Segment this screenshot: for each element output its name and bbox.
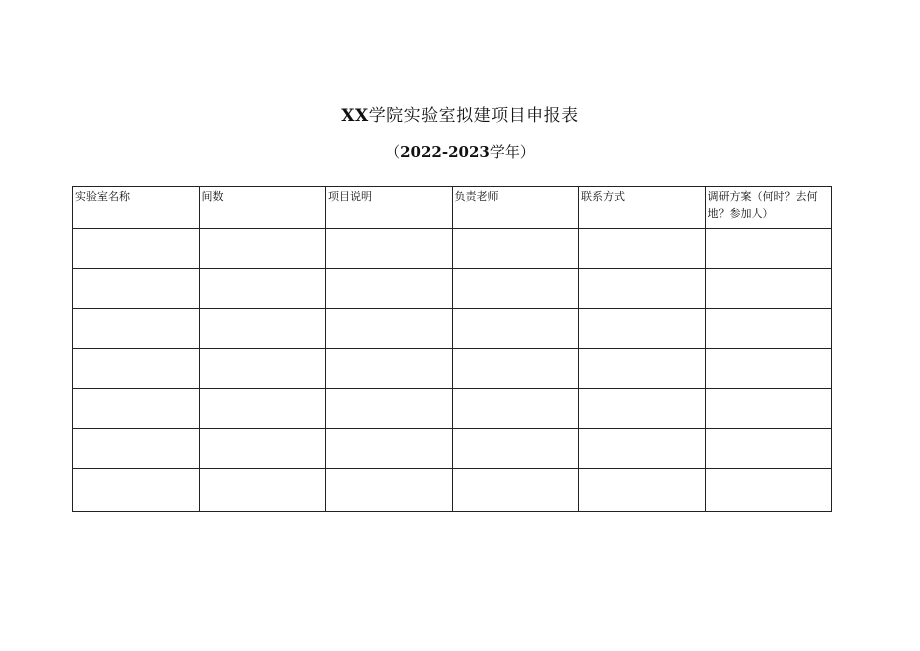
cell-lab-name[interactable] [73, 269, 200, 309]
cell-project-description[interactable] [326, 309, 453, 349]
cell-responsible-teacher[interactable] [452, 349, 579, 389]
table-row [73, 229, 832, 269]
table-row [73, 309, 832, 349]
cell-project-description[interactable] [326, 229, 453, 269]
cell-room-count[interactable] [199, 469, 326, 512]
cell-contact-info[interactable] [579, 229, 706, 269]
cell-room-count[interactable] [199, 429, 326, 469]
header-responsible-teacher: 负责老师 [452, 187, 579, 229]
cell-contact-info[interactable] [579, 429, 706, 469]
header-room-count: 间数 [199, 187, 326, 229]
cell-responsible-teacher[interactable] [452, 269, 579, 309]
cell-research-plan[interactable] [705, 429, 832, 469]
cell-project-description[interactable] [326, 389, 453, 429]
cell-research-plan[interactable] [705, 389, 832, 429]
cell-research-plan[interactable] [705, 309, 832, 349]
cell-project-description[interactable] [326, 429, 453, 469]
cell-research-plan[interactable] [705, 469, 832, 512]
cell-lab-name[interactable] [73, 349, 200, 389]
cell-room-count[interactable] [199, 309, 326, 349]
cell-contact-info[interactable] [579, 309, 706, 349]
table-row [73, 429, 832, 469]
table-row [73, 469, 832, 512]
cell-research-plan[interactable] [705, 229, 832, 269]
cell-contact-info[interactable] [579, 389, 706, 429]
cell-lab-name[interactable] [73, 469, 200, 512]
table-row [73, 349, 832, 389]
cell-room-count[interactable] [199, 269, 326, 309]
cell-responsible-teacher[interactable] [452, 309, 579, 349]
subtitle-rest: 学年） [489, 143, 535, 161]
header-lab-name: 实验室名称 [73, 187, 200, 229]
title-main: 学院实验室拟建项目申报表 [368, 106, 579, 126]
cell-project-description[interactable] [326, 349, 453, 389]
cell-project-description[interactable] [326, 269, 453, 309]
cell-contact-info[interactable] [579, 469, 706, 512]
cell-project-description[interactable] [326, 469, 453, 512]
cell-responsible-teacher[interactable] [452, 389, 579, 429]
table-row [73, 269, 832, 309]
cell-room-count[interactable] [199, 389, 326, 429]
cell-lab-name[interactable] [73, 309, 200, 349]
table-header-row [73, 187, 832, 229]
document-title [0, 104, 920, 128]
cell-room-count[interactable] [199, 349, 326, 389]
cell-contact-info[interactable] [579, 349, 706, 389]
subtitle-year: 2022-2023 [400, 143, 490, 161]
application-table [72, 186, 832, 512]
cell-responsible-teacher[interactable] [452, 429, 579, 469]
header-research-plan: 调研方案（何时？去何地？参加人） [705, 187, 832, 229]
cell-responsible-teacher[interactable] [452, 229, 579, 269]
header-contact-info: 联系方式 [579, 187, 706, 229]
header-project-description: 项目说明 [326, 187, 453, 229]
cell-lab-name[interactable] [73, 389, 200, 429]
table-row [73, 389, 832, 429]
cell-lab-name[interactable] [73, 229, 200, 269]
cell-research-plan[interactable] [705, 349, 832, 389]
cell-room-count[interactable] [199, 229, 326, 269]
cell-lab-name[interactable] [73, 429, 200, 469]
cell-research-plan[interactable] [705, 269, 832, 309]
table-body [73, 229, 832, 512]
cell-contact-info[interactable] [579, 269, 706, 309]
subtitle-open-paren: （ [385, 143, 401, 161]
title-prefix: XX [341, 106, 369, 126]
document-subtitle [0, 141, 920, 163]
cell-responsible-teacher[interactable] [452, 469, 579, 512]
